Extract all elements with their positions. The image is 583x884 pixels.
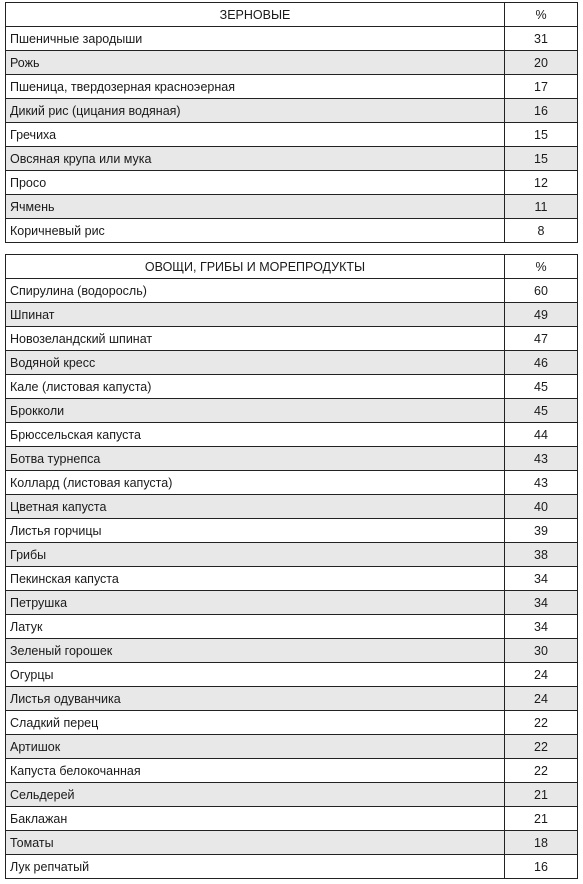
- vegetables-pct-header: %: [505, 255, 578, 279]
- table-row: [6, 807, 578, 831]
- row-name: Баклажан: [6, 807, 505, 831]
- table-row: [6, 399, 578, 423]
- row-value: 21: [505, 807, 578, 831]
- table-row: [6, 51, 578, 75]
- row-value: 22: [505, 711, 578, 735]
- row-name: Кале (листовая капуста): [6, 375, 505, 399]
- row-name: Грибы: [6, 543, 505, 567]
- table-row: [6, 759, 578, 783]
- table-row: [6, 639, 578, 663]
- table-row: [6, 219, 578, 243]
- row-name: Сладкий перец: [6, 711, 505, 735]
- row-value: 15: [505, 123, 578, 147]
- row-value: 16: [505, 855, 578, 879]
- table-row: [6, 711, 578, 735]
- table-row: [6, 591, 578, 615]
- row-value: 45: [505, 375, 578, 399]
- row-value: 24: [505, 687, 578, 711]
- row-value: 49: [505, 303, 578, 327]
- row-value: 60: [505, 279, 578, 303]
- row-value: 38: [505, 543, 578, 567]
- row-name: Рожь: [6, 51, 505, 75]
- row-value: 47: [505, 327, 578, 351]
- table-row: [6, 279, 578, 303]
- row-name: Сельдерей: [6, 783, 505, 807]
- row-name: Огурцы: [6, 663, 505, 687]
- vegetables-header: ОВОЩИ, ГРИБЫ И МОРЕПРОДУКТЫ: [6, 255, 505, 279]
- row-name: Коллард (листовая капуста): [6, 471, 505, 495]
- row-value: 20: [505, 51, 578, 75]
- row-value: 30: [505, 639, 578, 663]
- table-row: [6, 99, 578, 123]
- row-value: 46: [505, 351, 578, 375]
- row-name: Ботва турнепса: [6, 447, 505, 471]
- row-name: Дикий рис (цицания водяная): [6, 99, 505, 123]
- row-name: Капуста белокочанная: [6, 759, 505, 783]
- table-row: [6, 543, 578, 567]
- row-value: 43: [505, 447, 578, 471]
- row-value: 45: [505, 399, 578, 423]
- table-row: [6, 375, 578, 399]
- row-name: Просо: [6, 171, 505, 195]
- row-name: Брокколи: [6, 399, 505, 423]
- table-row: [6, 147, 578, 171]
- row-name: Артишок: [6, 735, 505, 759]
- table-row: [6, 495, 578, 519]
- row-value: 24: [505, 663, 578, 687]
- table-row: [6, 519, 578, 543]
- row-name: Брюссельская капуста: [6, 423, 505, 447]
- row-name: Водяной кресс: [6, 351, 505, 375]
- row-name: Лук репчатый: [6, 855, 505, 879]
- row-name: Пшеничные зародыши: [6, 27, 505, 51]
- table-row: [6, 423, 578, 447]
- row-name: Томаты: [6, 831, 505, 855]
- vegetables-table: [5, 254, 578, 879]
- row-name: Коричневый рис: [6, 219, 505, 243]
- vegetables-table-body: [6, 279, 578, 879]
- row-name: Шпинат: [6, 303, 505, 327]
- row-value: 22: [505, 759, 578, 783]
- row-name: Новозеландский шпинат: [6, 327, 505, 351]
- row-value: 15: [505, 147, 578, 171]
- row-value: 31: [505, 27, 578, 51]
- row-name: Пшеница, твердозерная красноэерная: [6, 75, 505, 99]
- table-row: [6, 303, 578, 327]
- row-value: 18: [505, 831, 578, 855]
- grains-header-row: [6, 3, 578, 27]
- row-value: 40: [505, 495, 578, 519]
- row-value: 16: [505, 99, 578, 123]
- table-row: [6, 783, 578, 807]
- table-row: [6, 195, 578, 219]
- table-row: [6, 567, 578, 591]
- table-row: [6, 27, 578, 51]
- table-row: [6, 663, 578, 687]
- table-row: [6, 123, 578, 147]
- row-value: 44: [505, 423, 578, 447]
- row-name: Спирулина (водоросль): [6, 279, 505, 303]
- table-row: [6, 855, 578, 879]
- table-row: [6, 171, 578, 195]
- row-value: 43: [505, 471, 578, 495]
- grains-header: ЗЕРНОВЫЕ: [6, 3, 505, 27]
- row-value: 8: [505, 219, 578, 243]
- row-value: 22: [505, 735, 578, 759]
- row-name: Листья горчицы: [6, 519, 505, 543]
- row-name: Латук: [6, 615, 505, 639]
- table-row: [6, 75, 578, 99]
- grains-table: [5, 2, 578, 243]
- row-value: 34: [505, 591, 578, 615]
- row-value: 12: [505, 171, 578, 195]
- grains-pct-header: %: [505, 3, 578, 27]
- table-row: [6, 831, 578, 855]
- row-name: Петрушка: [6, 591, 505, 615]
- table-row: [6, 615, 578, 639]
- row-name: Зеленый горошек: [6, 639, 505, 663]
- table-row: [6, 471, 578, 495]
- table-row: [6, 351, 578, 375]
- row-value: 39: [505, 519, 578, 543]
- row-name: Гречиха: [6, 123, 505, 147]
- row-name: Ячмень: [6, 195, 505, 219]
- table-row: [6, 735, 578, 759]
- table-row: [6, 447, 578, 471]
- grains-table-body: [6, 27, 578, 243]
- row-value: 17: [505, 75, 578, 99]
- vegetables-header-row: [6, 255, 578, 279]
- row-name: Листья одуванчика: [6, 687, 505, 711]
- row-name: Пекинская капуста: [6, 567, 505, 591]
- row-value: 21: [505, 783, 578, 807]
- table-row: [6, 327, 578, 351]
- row-value: 11: [505, 195, 578, 219]
- row-value: 34: [505, 615, 578, 639]
- row-name: Цветная капуста: [6, 495, 505, 519]
- row-value: 34: [505, 567, 578, 591]
- row-name: Овсяная крупа или мука: [6, 147, 505, 171]
- table-row: [6, 687, 578, 711]
